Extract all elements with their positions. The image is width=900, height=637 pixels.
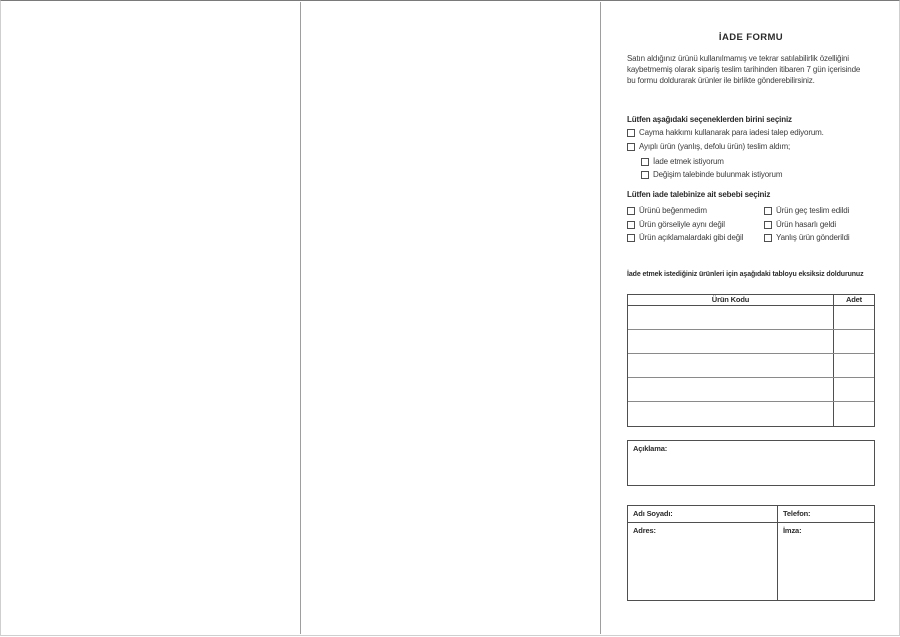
column-header-quantity: Adet: [845, 295, 863, 304]
reason-row: [764, 205, 849, 216]
name-label: Adı Soyadı:: [633, 509, 673, 518]
reason-row: [627, 232, 743, 243]
sub-option-label: İade etmek istiyorum: [653, 157, 724, 166]
product-code-cell[interactable]: [628, 402, 834, 426]
reason-dislike-checkbox[interactable]: [627, 207, 635, 215]
notes-input-area[interactable]: [628, 456, 874, 484]
signature-label: İmza:: [783, 526, 802, 535]
phone-field[interactable]: [777, 506, 874, 523]
quantity-cell[interactable]: [834, 330, 874, 353]
reason-label: Ürün görseliyle aynı değil: [639, 220, 725, 229]
product-code-cell[interactable]: [628, 306, 834, 329]
product-code-cell[interactable]: [628, 354, 834, 377]
defective-product-checkbox[interactable]: [627, 143, 635, 151]
reasons-section-heading: Lütfen iade talebinize ait sebebi seçiniz: [627, 190, 771, 199]
intro-paragraph: [627, 53, 860, 86]
products-table: [627, 294, 875, 427]
reason-row: [627, 205, 707, 216]
signature-field[interactable]: [777, 523, 874, 600]
contact-box: [627, 505, 875, 601]
reason-label: Ürünü beğenmedim: [639, 206, 707, 215]
notes-label: Açıklama:: [633, 444, 668, 453]
sub-option-row: [641, 169, 782, 180]
reason-label: Ürün hasarlı geldi: [776, 220, 836, 229]
blank-panel-left: [2, 2, 299, 634]
reason-row: [627, 219, 725, 230]
page-title: İADE FORMU: [718, 32, 784, 43]
address-field[interactable]: [628, 523, 777, 600]
phone-label: Telefon:: [783, 509, 811, 518]
table-section-heading: İade etmek istediğiniz ürünleri için aşağıdaki tabloyu eksiksiz doldurunuz: [627, 271, 864, 278]
reason-label: Ürün geç teslim edildi: [776, 206, 850, 215]
intro-line: Satın aldığınız ürünü kullanılmamış ve tekrar satılabilirlik özelliğini: [627, 54, 849, 63]
option-label: Cayma hakkımı kullanarak para iadesi talep ediyorum.: [639, 128, 824, 137]
table-row: [628, 402, 874, 426]
fold-line-left: [300, 2, 301, 634]
table-row: [628, 354, 874, 378]
reason-row: [764, 219, 836, 230]
exchange-request-checkbox[interactable]: [641, 171, 649, 179]
quantity-cell[interactable]: [834, 378, 874, 401]
sub-option-label: Değişim talebinde bulunmak istiyorum: [653, 170, 783, 179]
reason-damaged-checkbox[interactable]: [764, 221, 772, 229]
intro-line: bu formu doldurarak ürünler ile birlikte gönderebilirsiniz.: [627, 76, 815, 85]
return-request-checkbox[interactable]: [641, 158, 649, 166]
notes-box: [627, 440, 875, 486]
address-label: Adres:: [633, 526, 656, 535]
withdrawal-refund-checkbox[interactable]: [627, 129, 635, 137]
reason-row: [764, 232, 850, 243]
name-field[interactable]: [628, 506, 777, 523]
quantity-cell[interactable]: [834, 354, 874, 377]
reason-label: Yanlış ürün gönderildi: [776, 233, 850, 242]
option-row: [627, 141, 790, 152]
return-form-panel: [601, 1, 900, 637]
product-code-cell[interactable]: [628, 378, 834, 401]
intro-line: kaybetmemiş olarak sipariş teslim tarihinden itibaren 7 gün içerisinde: [627, 65, 861, 74]
reason-label: Ürün açıklamalardaki gibi değil: [639, 233, 744, 242]
option-label: Ayıplı ürün (yanlış, defolu ürün) teslim aldım;: [639, 142, 791, 151]
table-row: [628, 378, 874, 402]
blank-panel-middle: [302, 2, 599, 634]
table-header-row: [628, 295, 874, 306]
options-section-heading: Lütfen aşağıdaki seçeneklerden birini seçiniz: [627, 115, 792, 124]
option-row: [627, 127, 824, 138]
reason-not-as-described-checkbox[interactable]: [627, 234, 635, 242]
reason-not-same-as-image-checkbox[interactable]: [627, 221, 635, 229]
column-header-product-code: Ürün Kodu: [628, 295, 834, 305]
sub-option-row: [641, 156, 724, 167]
table-row: [628, 306, 874, 330]
reason-late-delivery-checkbox[interactable]: [764, 207, 772, 215]
product-code-cell[interactable]: [628, 330, 834, 353]
reason-wrong-product-checkbox[interactable]: [764, 234, 772, 242]
quantity-cell[interactable]: [834, 402, 874, 426]
table-row: [628, 330, 874, 354]
quantity-cell[interactable]: [834, 306, 874, 329]
